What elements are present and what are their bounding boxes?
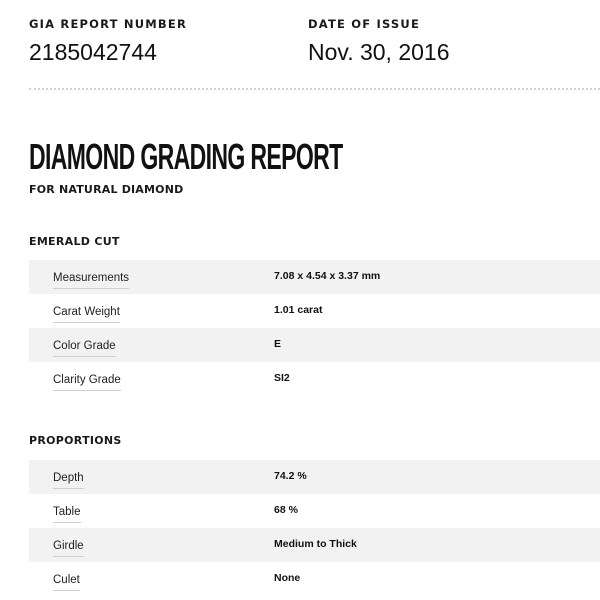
row-value-measurements: 7.08 x 4.54 x 3.37 mm [274, 270, 381, 282]
report-title: DIAMOND GRADING REPORT [29, 136, 343, 177]
table-row-table [29, 494, 600, 528]
row-label-clarity-grade: Clarity Grade [53, 373, 121, 391]
issue-date-block [308, 17, 450, 65]
row-value-depth: 74.2 % [274, 470, 307, 482]
cut-table [29, 260, 600, 396]
row-value-color-grade: E [274, 338, 282, 350]
report-subtitle: FOR NATURAL DIAMOND [29, 183, 184, 196]
report-number-block [29, 17, 187, 65]
row-label-depth: Depth [53, 471, 84, 489]
header-divider [29, 88, 600, 90]
table-row-clarity-grade [29, 362, 600, 396]
row-value-clarity-grade: SI2 [274, 372, 290, 384]
row-label-girdle: Girdle [53, 539, 84, 557]
row-label-color-grade: Color Grade [53, 339, 116, 357]
table-row-girdle [29, 528, 600, 562]
cut-section-heading: EMERALD CUT [29, 235, 120, 248]
row-value-culet: None [274, 572, 301, 584]
proportions-table [29, 460, 600, 596]
table-row-measurements [29, 260, 600, 294]
table-row-color-grade [29, 328, 600, 362]
table-row-culet [29, 562, 600, 596]
row-label-carat-weight: Carat Weight [53, 305, 120, 323]
row-label-table: Table [53, 505, 81, 523]
issue-date-value: Nov. 30, 2016 [308, 39, 450, 65]
issue-date-label: DATE OF ISSUE [308, 17, 421, 31]
row-label-culet: Culet [53, 573, 80, 591]
report-number-label: GIA REPORT NUMBER [29, 17, 188, 31]
row-value-carat-weight: 1.01 carat [274, 304, 323, 316]
table-row-carat-weight [29, 294, 600, 328]
report-number-value: 2185042744 [29, 39, 157, 65]
row-value-girdle: Medium to Thick [274, 538, 357, 550]
proportions-section-heading: PROPORTIONS [29, 434, 122, 447]
row-label-measurements: Measurements [53, 271, 129, 289]
row-value-table: 68 % [274, 504, 298, 516]
table-row-depth [29, 460, 600, 494]
